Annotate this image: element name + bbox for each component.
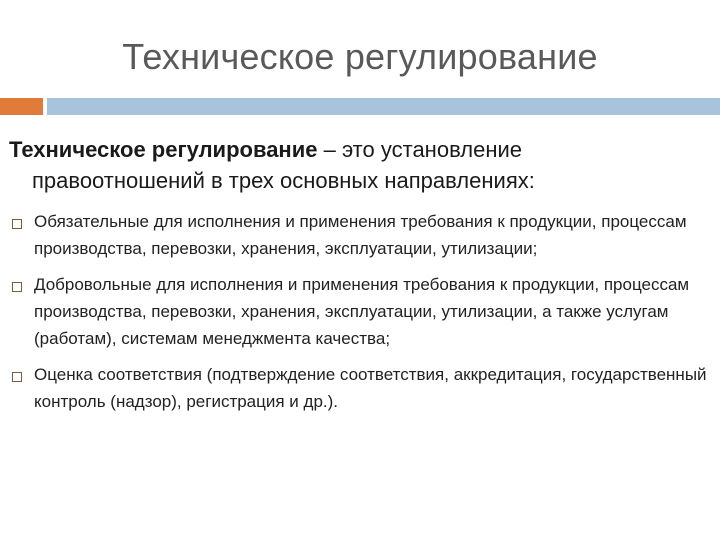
bullet-item-mandatory xyxy=(0,208,720,262)
intro-term: Техническое регулирование xyxy=(9,137,318,162)
bullet-item-voluntary xyxy=(0,271,720,352)
bullet-text: Добровольные для исполнения и применения требования к продукции, процессам производства, перевозки, хранения, эксплуатации, утилизации, а также услугам (работам), системам менеджмента качества; xyxy=(34,275,690,348)
bullet-list xyxy=(0,208,720,415)
slide-title: Техническое регулирование xyxy=(122,36,598,77)
intro-line2: правоотношений в трех основных направлениях: xyxy=(32,168,535,193)
intro-rest: – это установление xyxy=(317,137,522,162)
square-bullet-icon xyxy=(12,219,22,229)
bullet-item-conformity xyxy=(0,361,720,415)
bullet-text: Обязательные для исполнения и применения требования к продукции, процессам производства, перевозки, хранения, эксплуатации, утилизации; xyxy=(34,212,687,258)
bullet-text: Оценка соответствия (подтверждение соответствия, аккредитация, государственный контроль (надзор), регистрация и др.). xyxy=(34,365,707,411)
intro-paragraph xyxy=(9,134,709,196)
square-bullet-icon xyxy=(12,372,22,382)
title-divider-bar xyxy=(47,98,720,115)
square-bullet-icon xyxy=(12,282,22,292)
accent-bar xyxy=(0,98,43,115)
